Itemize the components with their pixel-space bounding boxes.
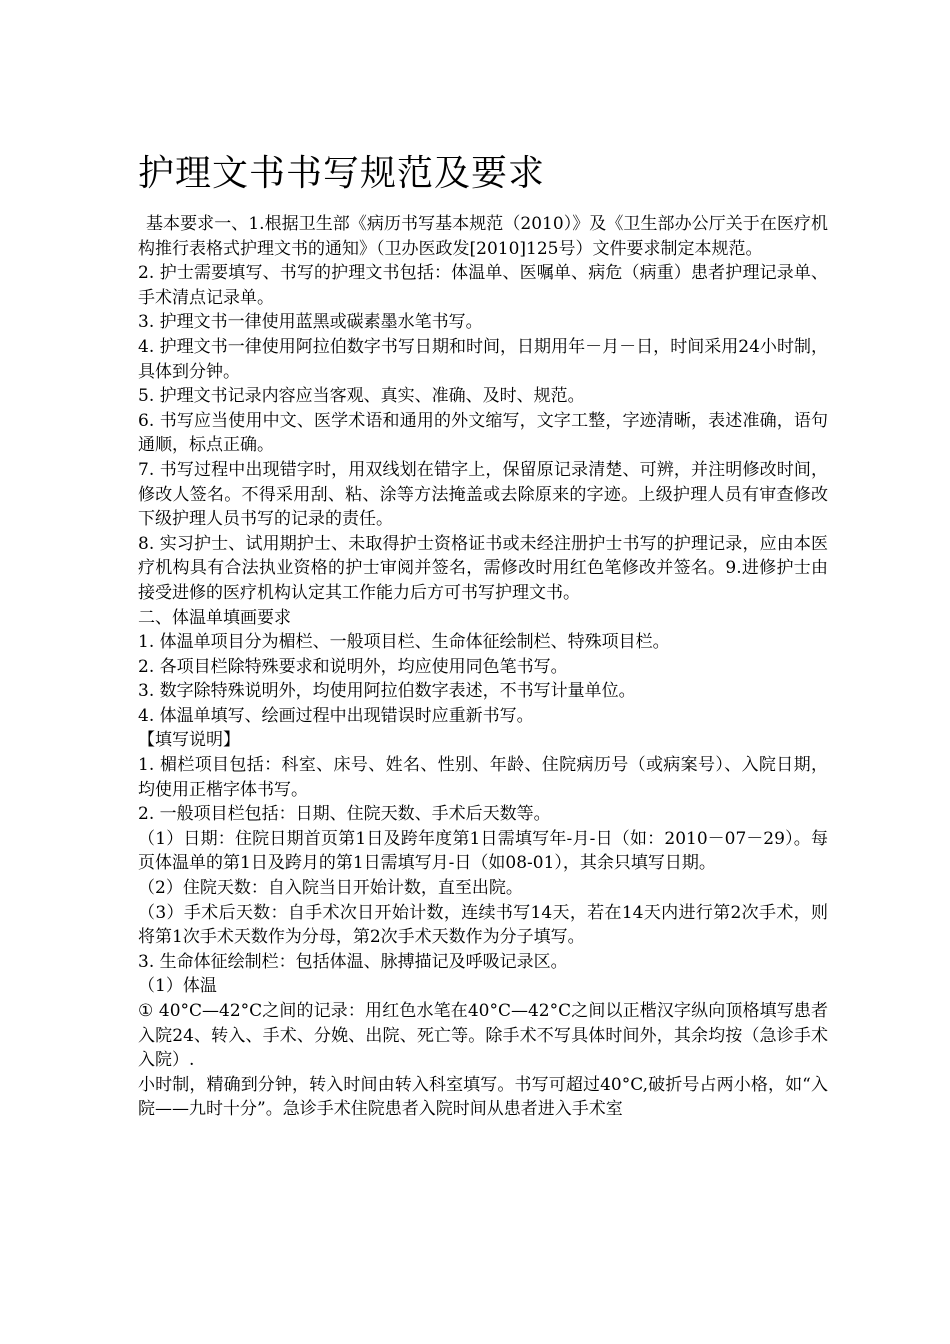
paragraph-basic-requirement-1: 基本要求一、1.根据卫生部《病历书写基本规范（2010）》及《卫生部办公厅关于在医疗机构推行表格式护理文书的通知》（卫办医政发[2010]125号）文件要求制定本规范。 [138,214,828,259]
paragraph-item-6: 6. 书写应当使用中文、医学术语和通用的外文缩写，文字工整，字迹清晰，表述准确，语句通顺，标点正确。 [138,410,828,456]
paragraph-item-8: 8. 实习护士、试用期护士、未取得护士资格证书或未经注册护士书写的护理记录，应由本医疗机构具有合法执业资格的护士审阅并签名，需修改时用红色笔修改并签名。9.进修护士由接受进修的医疗机构认定其工作能力后方可书写护理文书。 [138,533,828,603]
document-page [138,150,828,1122]
paragraph-chart-item-1: 1. 体温单项目分为楣栏、一般项目栏、生命体征绘制栏、特殊项目栏。 [138,632,670,653]
paragraph-instruction-post-op-days: （3）手术后天数：自手术次日开始计数，连续书写14天，若在14天内进行第2次手术，则将第1次手术天数作为分母，第2次手术天数作为分子填写。 [138,902,828,948]
paragraph-item-4: 4. 护理文书一律使用阿拉伯数字书写日期和时间，日期用年－月－日，时间采用24小时制，具体到分钟。 [138,336,828,382]
paragraph-chart-item-3: 3. 数字除特殊说明外，均使用阿拉伯数字表述，不书写计量单位。 [138,681,636,702]
paragraph-instruction-1: 1. 楣栏项目包括：科室、床号、姓名、性别、年龄、住院病历号（或病案号）、入院日期，均使用正楷字体书写。 [138,755,828,800]
paragraph-instruction-temperature: （1）体温 [138,976,217,997]
paragraph-instruction-hospital-days: （2）住院天数：自入院当日开始计数，直至出院。 [138,878,523,899]
section-heading-temperature-chart: 二、体温单填画要求 [138,607,291,628]
paragraph-instruction-temperature-range: ① 40°C—42°C之间的记录：用红色水笔在40°C—42°C之间以正楷汉字纵向顶格填写患者入院24、转入、手术、分娩、出院、死亡等。除手术不写具体时间外，其余均按（急诊手术入院）. [138,1001,828,1071]
paragraph-instruction-3: 3. 生命体征绘制栏：包括体温、脉搏描记及呼吸记录区。 [138,951,568,972]
paragraph-instruction-time-format: 小时制，精确到分钟，转入时间由转入科室填写。书写可超过40°C,破折号占两小格，如“入院——九时十分”。急诊手术住院患者入院时间从患者进入手术室 [138,1074,828,1120]
paragraph-chart-item-2: 2. 各项目栏除特殊要求和说明外，均应使用同色笔书写。 [138,656,568,677]
paragraph-item-3: 3. 护理文书一律使用蓝黑或碳素墨水笔书写。 [138,312,483,333]
paragraph-instruction-date: （1）日期：住院日期首页第1日及跨年度第1日需填写年-月-日（如：2010－07－29）。每页体温单的第1日及跨月的第1日需填写月-日（如08-01），其余只填写日期。 [138,828,828,874]
paragraph-chart-item-4: 4. 体温单填写、绘画过程中出现错误时应重新书写。 [138,705,534,726]
document-body [138,212,828,1122]
paragraph-instruction-2: 2. 一般项目栏包括：日期、住院天数、手术后天数等。 [138,804,551,825]
paragraph-item-7: 7. 书写过程中出现错字时，用双线划在错字上，保留原记录清楚、可辨，并注明修改时间，修改人签名。不得采用刮、粘、涂等方法掩盖或去除原来的字迹。上级护理人员有审查修改下级护理人员书写的记录的责任。 [138,459,828,530]
paragraph-item-2: 2. 护士需要填写、书写的护理文书包括：体温单、医嘱单、病危（病重）患者护理记录单、手术清点记录单。 [138,263,828,308]
document-title: 护理文书书写规范及要求 [138,153,546,194]
section-heading-fill-instructions: 【填写说明】 [138,730,240,751]
paragraph-item-5: 5. 护理文书记录内容应当客观、真实、准确、及时、规范。 [138,386,585,407]
